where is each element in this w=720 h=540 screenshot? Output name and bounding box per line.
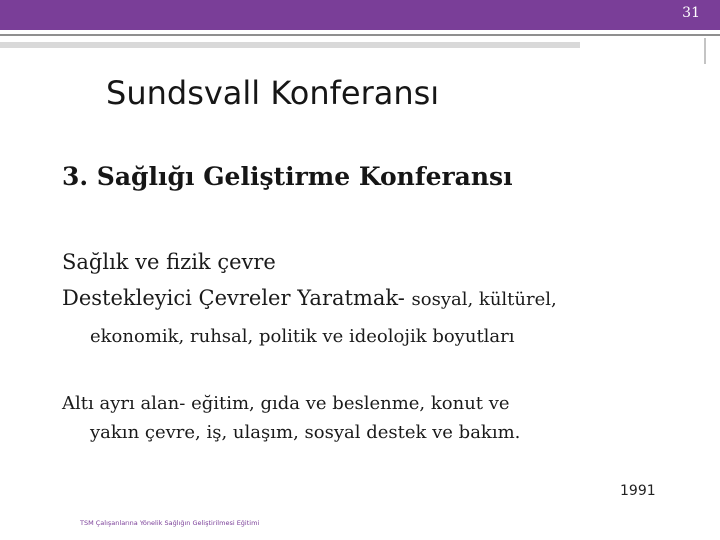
text-line-1: Sağlık ve fizik çevre bbox=[62, 250, 276, 274]
text-line-5: yakın çevre, iş, ulaşım, sosyal destek ve bakım. bbox=[90, 422, 521, 443]
header-side-line bbox=[704, 38, 706, 64]
slide-subtitle: 3. Sağlığı Geliştirme Konferansı bbox=[62, 162, 513, 191]
year-label: 1991 bbox=[620, 483, 656, 499]
footer-text: TSM Çalışanlarına Yönelik Sağlığın Geliştirilmesi Eğitimi bbox=[80, 519, 260, 527]
header-bar bbox=[0, 0, 720, 30]
page-number: 31 bbox=[682, 5, 700, 21]
header-divider bbox=[0, 34, 720, 36]
text-line-2-small: sosyal, kültürel, bbox=[411, 289, 557, 310]
text-line-2-main: Destekleyici Çevreler Yaratmak- bbox=[62, 286, 412, 310]
text-line-3: ekonomik, ruhsal, politik ve ideolojik boyutları bbox=[90, 326, 515, 347]
text-line-4: Altı ayrı alan- eğitim, gıda ve beslenme, konut ve bbox=[62, 393, 510, 414]
text-line-2 bbox=[62, 286, 557, 310]
header-accent-bar bbox=[0, 42, 580, 48]
slide-title: Sundsvall Konferansı bbox=[106, 74, 440, 112]
